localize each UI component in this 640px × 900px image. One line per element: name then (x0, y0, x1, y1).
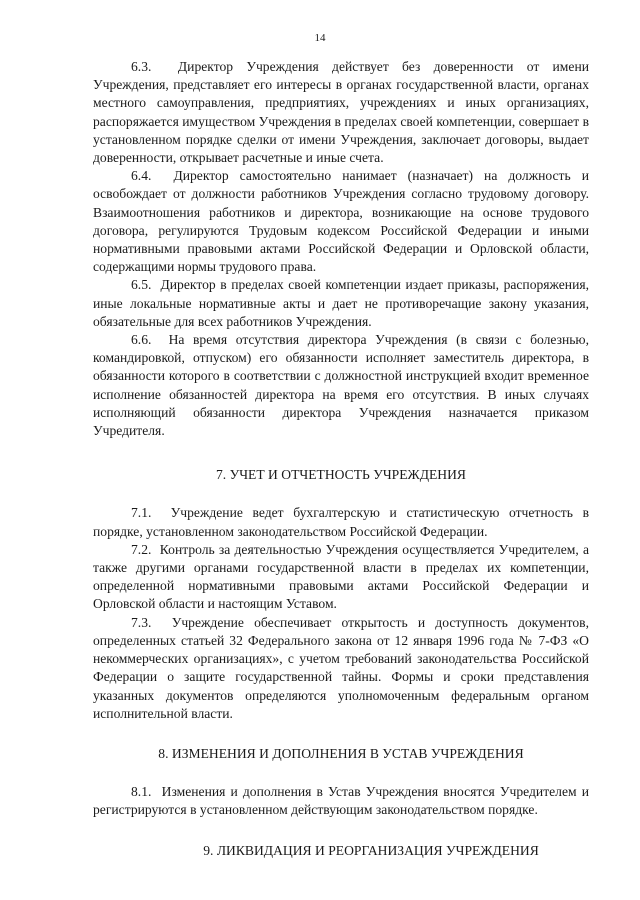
clause-6-5: 6.5. Директор в пределах своей компетенции издает приказы, распоряжения, иные локальные нормативные акты и дает не противоречащие закону указания, обязательные для всех работников Учреждения. (93, 277, 589, 329)
document-body (93, 58, 589, 860)
clause-6-6: 6.6. На время отсутствия директора Учреждения (в связи с болезнью, командировкой, отпуском) его обязанности исполняет заместитель директора, в обязанности которого в соответствии с должностной инструкцией входит временное исполнение обязанностей директора на время его отсутствия. В иных случаях исполняющий обязанности директора Учреждения назначается приказом Учредителя. (93, 332, 589, 439)
section-8-heading: 8. ИЗМЕНЕНИЯ И ДОПОЛНЕНИЯ В УСТАВ УЧРЕЖДЕНИЯ (158, 745, 524, 761)
section-7-heading: 7. УЧЕТ И ОТЧЕТНОСТЬ УЧРЕЖДЕНИЯ (216, 467, 466, 483)
clause-8-1: 8.1. Изменения и дополнения в Устав Учреждения вносятся Учредителем и регистрируются в установленном действующим законодательством порядке. (93, 784, 589, 818)
clause-7-2: 7.2. Контроль за деятельностью Учреждения осуществляется Учредителем, а также другими органами государственной власти в пределах их компетенции, определенной нормативными правовыми актами Российской Федерации и Орловской области и настоящим Уставом. (93, 541, 589, 612)
section-9-heading: 9. ЛИКВИДАЦИЯ И РЕОРГАНИЗАЦИЯ УЧРЕЖДЕНИЯ (203, 842, 539, 858)
clause-6-4: 6.4. Директор самостоятельно нанимает (назначает) на должность и освобождает от должности работников Учреждения согласно трудовому договору. Взаимоотношения работников и директора, возникающие на основе трудового договора, регулируются Трудовым кодексом Российской Федерации и иными нормативными правовыми актами Российской Федерации и Орловской области, содержащими нормы трудового права. (93, 168, 589, 275)
clause-7-1: 7.1. Учреждение ведет бухгалтерскую и статистическую отчетность в порядке, установленном законодательством Российской Федерации. (93, 505, 589, 539)
page-number: 14 (314, 32, 326, 44)
clause-6-3: 6.3. Директор Учреждения действует без доверенности от имени Учреждения, представляет его интересы в органах государственной власти, органах местного самоуправления, предприятиях, учреждениях и иных организациях, распоряжается имуществом Учреждения в пределах своей компетенции, совершает в установленном порядке сделки от имени Учреждения, заключает договоры, выдает доверенности, открывает расчетные и иные счета. (93, 59, 589, 166)
clause-7-3: 7.3. Учреждение обеспечивает открытость и доступность документов, определенных статьей 32 Федерального закона от 12 января 1996 года № 7-ФЗ «О некоммерческих организациях», с учетом требований законодательства Российской Федерации о защите государственной тайны. Формы и сроки представления указанных документов определяются уполномоченным федеральным органом исполнительной власти. (93, 614, 589, 721)
